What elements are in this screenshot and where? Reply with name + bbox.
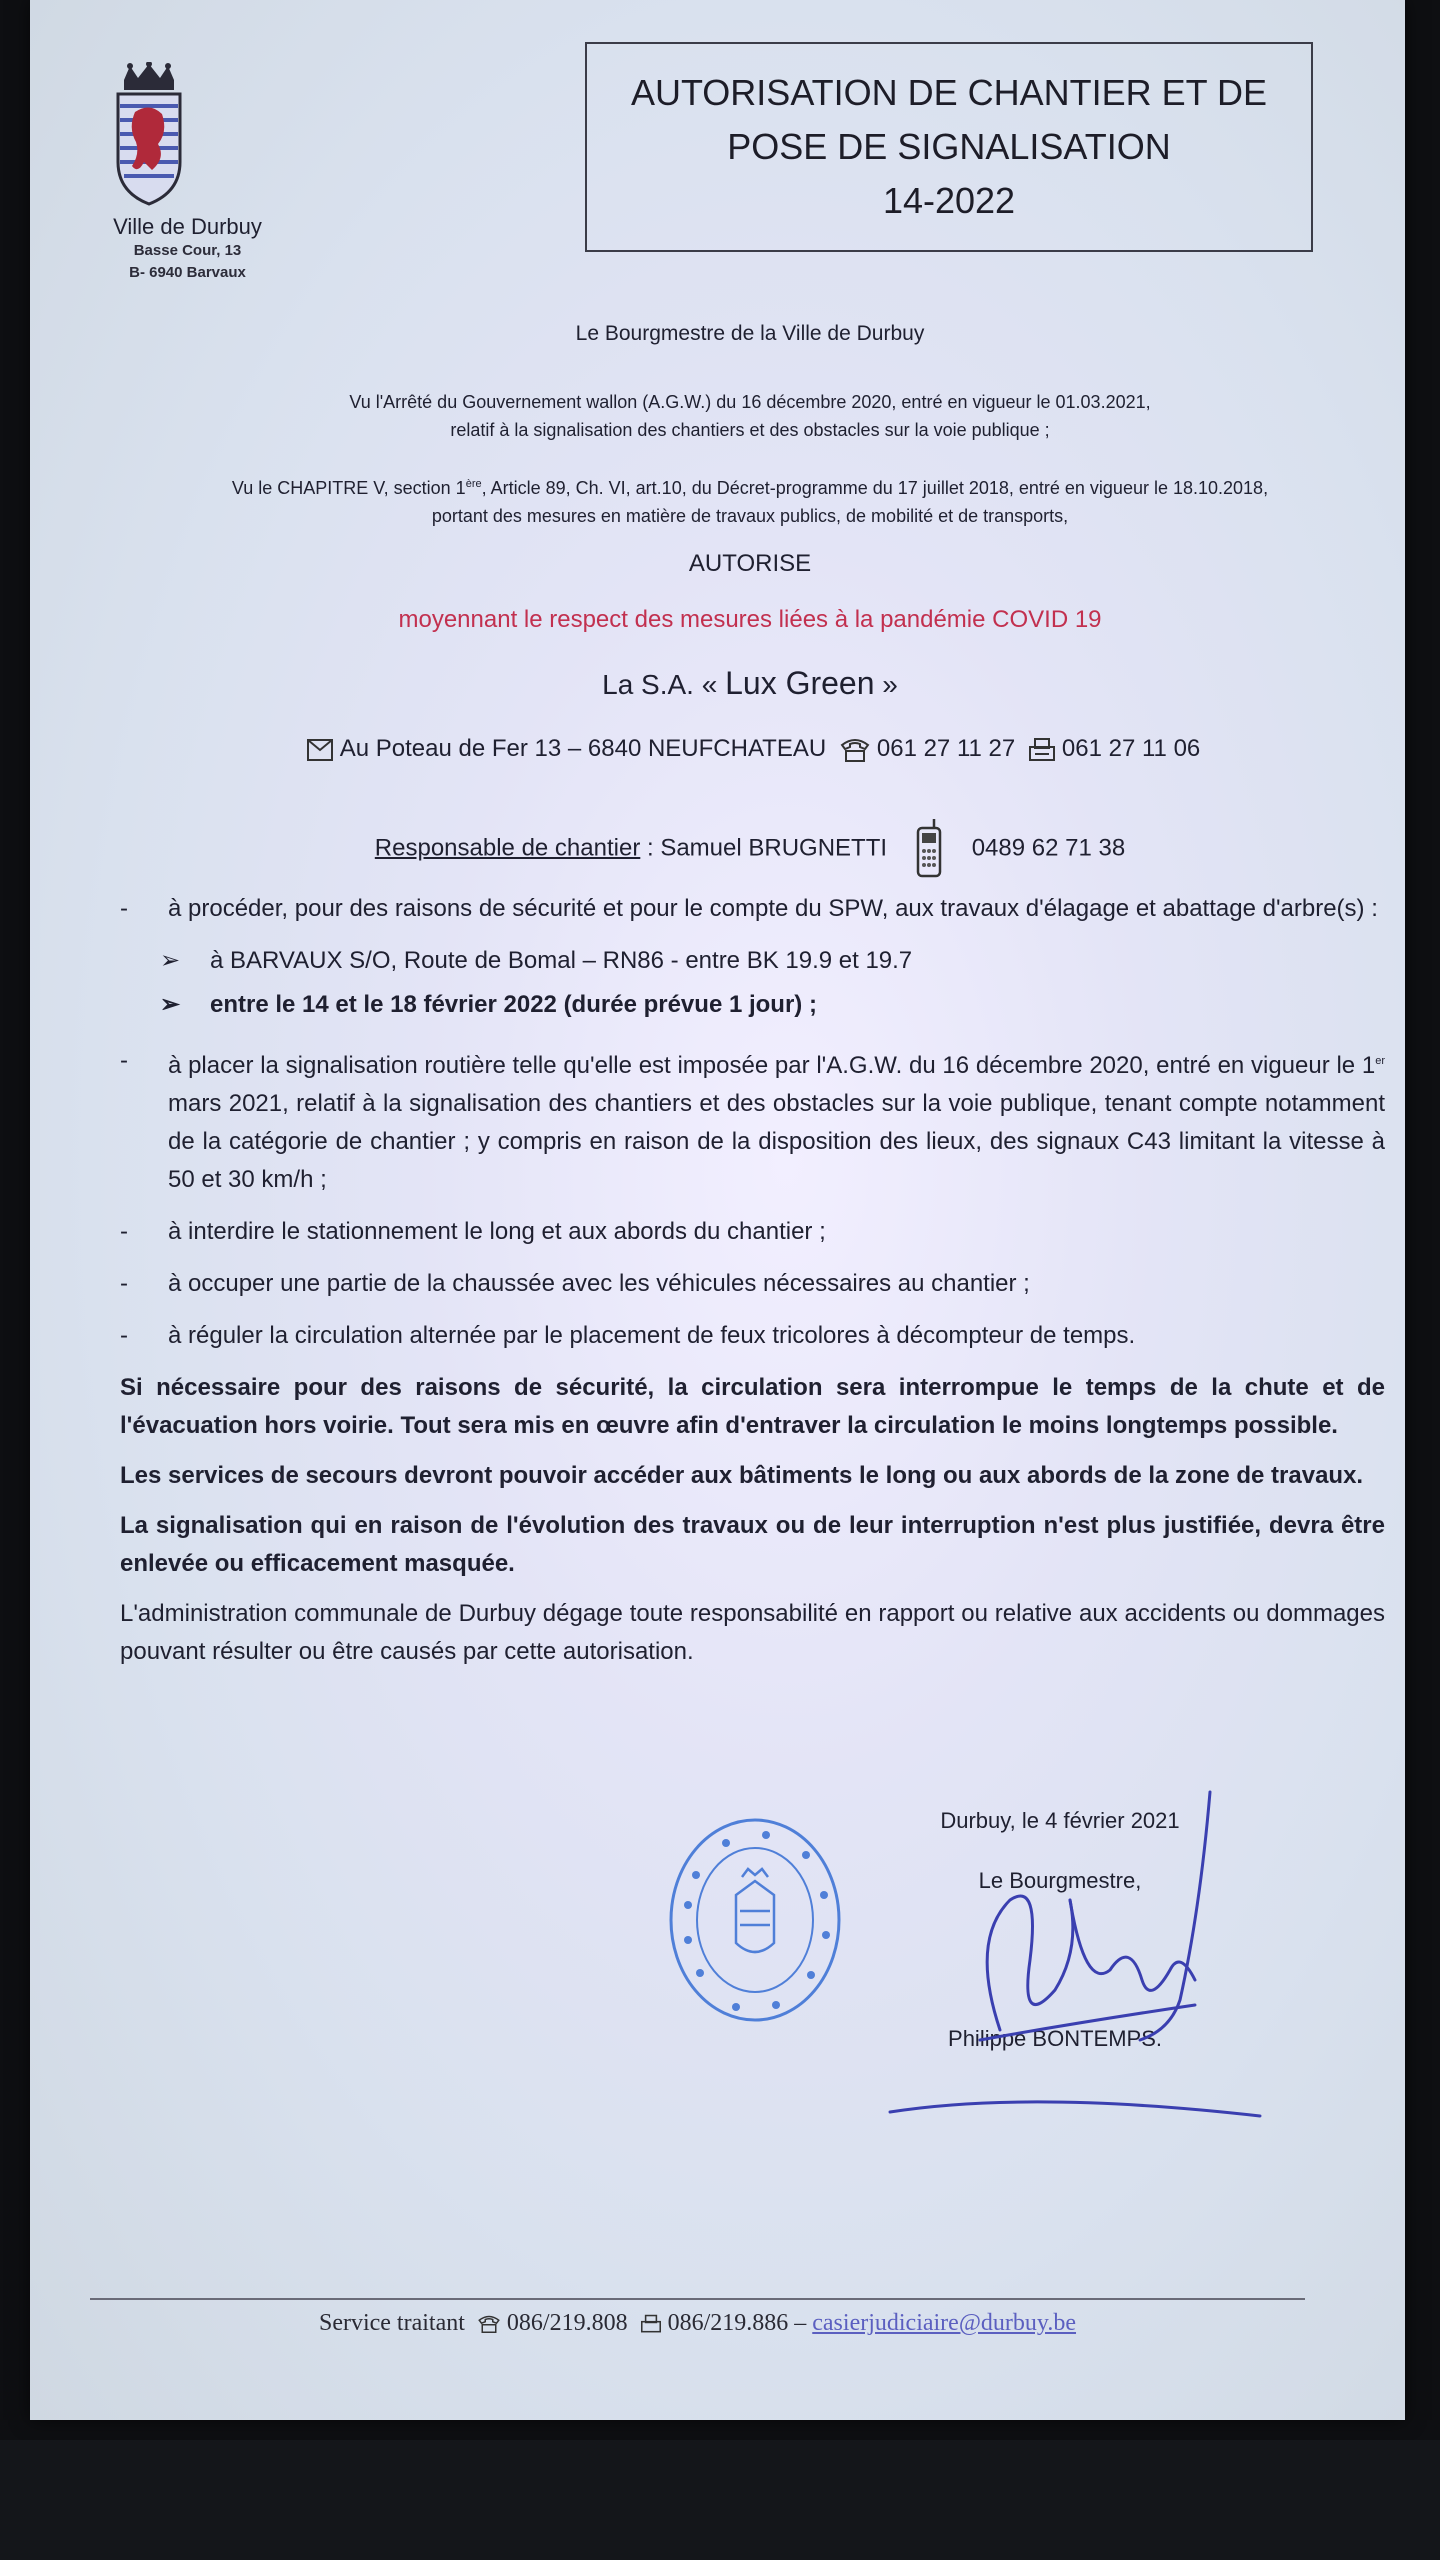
list-item: - à procéder, pour des raisons de sécurité et pour le compte du SPW, aux travaux d'élagage et abattage d'arbre(s) : — [120, 895, 1378, 922]
bullet-text-2-sup: er — [1375, 1055, 1385, 1067]
signature-date: Durbuy, le 4 février 2021 — [940, 1808, 1180, 1833]
bullet-text-3: à interdire le stationnement le long et aux abords du chantier ; — [168, 1218, 826, 1245]
legal-ref-2 — [160, 470, 1340, 530]
phone-icon — [477, 2314, 501, 2334]
city-block — [80, 214, 295, 284]
liability-paragraph: L'administration communale de Durbuy dégage toute responsabilité en rapport ou relative aux accidents ou dommages pouvant résulter ou être causés par cette autorisation. — [120, 1600, 1385, 1665]
municipal-stamp — [666, 1815, 844, 2025]
legal-ref-1-line-2: relatif à la signalisation des chantiers et des obstacles sur la voie publique ; — [450, 420, 1050, 440]
bullet-text-2-pre: à placer la signalisation routière telle qu'elle est imposée par l'A.G.W. du 16 décembre 2020, entré en vigueur le 1 — [168, 1052, 1376, 1079]
footer-label: Service traitant — [318, 2310, 465, 2336]
sub-item-dates-text: entre le 14 et le 18 février 2022 (durée prévue 1 jour) ; — [210, 991, 817, 1018]
autorise-heading: AUTORISE — [688, 550, 812, 577]
footer-dash: – — [794, 2310, 813, 2336]
bullet-text-2-post: mars 2021, relatif à la signalisation des chantiers et des obstacles sur la voie publique, tenant compte notamment de la catégorie de chantier ; y compris en raison de la disposition des lieux, des signaux C43 limitant la vitesse à 50 et 30 km/h ; — [168, 1090, 1385, 1193]
sub-item-dates — [160, 986, 1385, 1024]
footer — [90, 2310, 1305, 2337]
title-number: 14-2022 — [882, 180, 1016, 221]
bullet-text-4: à occuper une partie de la chaussée avec les véhicules nécessaires au chantier ; — [168, 1270, 1030, 1297]
arrow-bullet-icon: ➢ — [160, 947, 181, 974]
safety-paragraph: Si nécessaire pour des raisons de sécurité, la circulation sera interrompue le temps de la chute et de l'évacuation hors voirie. Tout sera mis en œuvre afin d'entraver la circulation le moins longtemps possible. — [120, 1374, 1385, 1439]
list-item: - à réguler la circulation alternée par le placement de feux tricolores à décompteur de temps. — [120, 1322, 1136, 1349]
company-suffix: » — [874, 669, 898, 700]
sub-item-location-text: à BARVAUX S/O, Route de Bomal – RN86 - entre BK 19.9 et 19.7 — [210, 947, 913, 974]
authorization-body — [120, 890, 1385, 1677]
fax-icon — [640, 2314, 662, 2334]
site-manager-label: Responsable de chantier — [374, 834, 641, 862]
mobile-phone-icon — [912, 818, 946, 880]
legal-ref-1-line-1: Vu l'Arrêté du Gouvernement wallon (A.G.W.) du 16 décembre 2020, entré en vigueur le 01.03.2021, — [349, 392, 1151, 412]
document-title-box — [585, 42, 1313, 252]
footer-divider — [90, 2298, 1305, 2300]
legal-ref-1 — [160, 388, 1340, 444]
title-line-1: AUTORISATION DE CHANTIER ET DE — [630, 72, 1268, 113]
signage-paragraph: La signalisation qui en raison de l'évolution des travaux ou de leur interruption n'est plus justifiée, devra être enlevée ou efficacement masquée. — [120, 1512, 1385, 1577]
title-line-2: POSE DE SIGNALISATION — [727, 126, 1171, 167]
covid-notice: moyennant le respect des mesures liées à la pandémie COVID 19 — [398, 606, 1102, 633]
footer-phone: 086/219.808 — [506, 2310, 628, 2336]
legal-ref-2-post: , Article 89, Ch. VI, art.10, du Décret-programme du 17 juillet 2018, entré en vigueur le 18.10.2018, — [481, 478, 1269, 498]
mayor-line: Le Bourgmestre de la Ville de Durbuy — [575, 322, 925, 345]
signature-name: Philippe BONTEMPS. — [948, 2026, 1162, 2051]
company-prefix: La S.A. « — [602, 669, 726, 700]
list-item: - à occuper une partie de la chaussée avec les véhicules nécessaires au chantier ; — [120, 1270, 1030, 1297]
legal-ref-2-pre: Vu le CHAPITRE V, section 1 — [231, 478, 466, 498]
list-item: - à placer la signalisation routière telle qu'elle est imposée par l'A.G.W. du 16 décembre 2020, entré en vigueur le 1er mars 2021, relatif à la signalisation des chantiers et des obstacles sur la voie publique, tenant compte notamment de la catégorie de chantier ; y compris en raison de la disposition des lieux, des signaux C43 limitant la vitesse à 50 et 30 km/h ; — [120, 1047, 1385, 1193]
city-address-postal: B- 6940 Barvaux — [129, 264, 246, 281]
sub-item-location — [160, 942, 1385, 980]
display-bottom-bezel — [0, 2440, 1440, 2560]
site-manager-line — [160, 818, 1340, 880]
footer-email-link[interactable]: casierjudiciaire@durbuy.be — [812, 2310, 1077, 2336]
company-contact — [160, 735, 1340, 763]
city-address-street: Basse Cour, 13 — [133, 242, 242, 259]
legal-ref-2-line-2: portant des mesures en matière de travaux publics, de mobilité et de transports, — [431, 506, 1069, 526]
durbuy-crest-icon — [110, 62, 188, 212]
legal-ref-2-sup: ère — [465, 478, 482, 490]
company-fax: 061 27 11 06 — [1061, 735, 1201, 762]
city-name: Ville de Durbuy — [113, 214, 262, 239]
document-sheet — [30, 0, 1405, 2420]
fax-icon — [1028, 737, 1056, 763]
company-phone: 061 27 11 27 — [876, 735, 1016, 762]
bullet-text-5: à réguler la circulation alternée par le placement de feux tricolores à décompteur de temps. — [168, 1322, 1136, 1349]
envelope-icon — [306, 737, 334, 763]
site-manager-mobile: 0489 62 71 38 — [971, 834, 1126, 862]
company-line — [160, 665, 1340, 702]
footer-fax: 086/219.886 — [667, 2310, 789, 2336]
phone-icon — [839, 737, 871, 763]
bullet-text-1: à procéder, pour des raisons de sécurité et pour le compte du SPW, aux travaux d'élagage et abattage d'arbre(s) : — [168, 895, 1378, 922]
emergency-paragraph: Les services de secours devront pouvoir accéder aux bâtiments le long ou aux abords de la zone de travaux. — [120, 1462, 1364, 1489]
handwritten-signature — [880, 1790, 1280, 2130]
list-item: - à interdire le stationnement le long et aux abords du chantier ; — [120, 1218, 826, 1245]
company-name: Lux Green — [725, 665, 875, 701]
site-manager-name: : Samuel BRUGNETTI — [640, 834, 888, 862]
signature-role: Le Bourgmestre, — [978, 1868, 1142, 1893]
arrow-bullet-icon: ➢ — [160, 991, 181, 1018]
company-address: Au Poteau de Fer 13 – 6840 NEUFCHATEAU — [339, 735, 827, 762]
